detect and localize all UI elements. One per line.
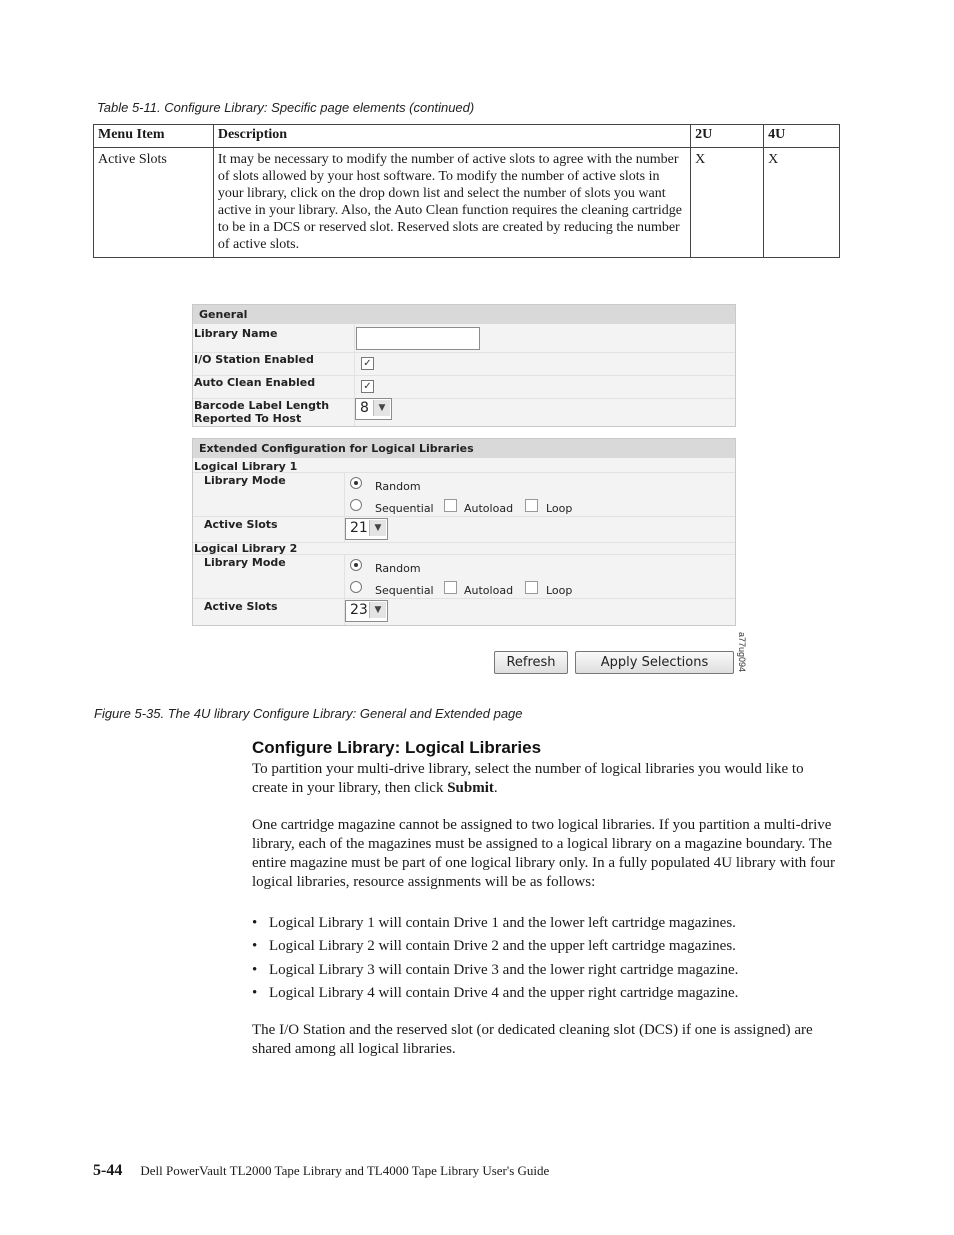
table-cell-menu-item: Active Slots bbox=[94, 148, 214, 258]
list-item: • Logical Library 4 will contain Drive 4 and the upper right cartridge magazine. bbox=[252, 984, 852, 1007]
active-slots-value: 23 bbox=[350, 602, 368, 618]
list-item: • Logical Library 3 will contain Drive 3 and the lower right cartridge magazine. bbox=[252, 961, 852, 984]
table-header-row bbox=[94, 125, 840, 148]
table-header-cell: 4U bbox=[764, 125, 840, 148]
autoload-label: Autoload bbox=[464, 584, 514, 597]
figure-caption: Figure 5-35. The 4U library Configure Library: General and Extended page bbox=[94, 706, 523, 721]
dropdown-arrow-icon: ▼ bbox=[373, 400, 390, 416]
sequential-label: Sequential bbox=[375, 502, 434, 515]
loop-checkbox[interactable] bbox=[525, 581, 538, 594]
library-name-label: Library Name bbox=[194, 327, 278, 340]
active-slots-select-2[interactable] bbox=[345, 600, 388, 622]
page-number: 5-44 bbox=[93, 1162, 123, 1179]
autoload-label: Autoload bbox=[464, 502, 514, 515]
random-label: Random bbox=[375, 562, 421, 575]
random-radio[interactable] bbox=[350, 477, 362, 489]
barcode-label-line2: Reported To Host bbox=[194, 412, 302, 425]
list-item: • Logical Library 2 will contain Drive 2 and the upper left cartridge magazines. bbox=[252, 937, 852, 960]
autoload-checkbox[interactable] bbox=[444, 581, 457, 594]
figure-id: a77ug094 bbox=[737, 632, 747, 673]
table-header-cell: Description bbox=[213, 125, 690, 148]
loop-label: Loop bbox=[546, 502, 573, 515]
general-panel-header: General bbox=[193, 305, 735, 324]
paragraph-1-end: . bbox=[493, 780, 498, 796]
table-cell-2u: X bbox=[691, 148, 764, 258]
active-slots-label: Active Slots bbox=[204, 518, 278, 531]
extended-panel-header: Extended Configuration for Logical Libraries bbox=[193, 439, 735, 458]
footer-title: Dell PowerVault TL2000 Tape Library and TL4000 Tape Library User's Guide bbox=[140, 1163, 550, 1178]
auto-clean-label: Auto Clean Enabled bbox=[194, 376, 316, 389]
active-slots-select-1[interactable] bbox=[345, 518, 388, 540]
io-station-checkbox[interactable] bbox=[361, 357, 374, 370]
apply-selections-button[interactable]: Apply Selections bbox=[575, 651, 734, 674]
refresh-button[interactable]: Refresh bbox=[494, 651, 568, 674]
paragraph-1 bbox=[252, 760, 842, 798]
library-mode-label: Library Mode bbox=[204, 556, 286, 569]
sequential-radio[interactable] bbox=[350, 499, 362, 511]
sequential-radio[interactable] bbox=[350, 581, 362, 593]
random-radio[interactable] bbox=[350, 559, 362, 571]
table-caption: Table 5-11. Configure Library: Specific page elements (continued) bbox=[97, 100, 475, 115]
spec-table bbox=[93, 124, 840, 258]
logical-library-1-title: Logical Library 1 bbox=[194, 460, 298, 473]
io-station-label: I/O Station Enabled bbox=[194, 353, 314, 366]
active-slots-value: 21 bbox=[350, 520, 368, 536]
submit-term: Submit bbox=[447, 780, 494, 796]
barcode-label-line1: Barcode Label Length bbox=[194, 399, 330, 412]
autoload-checkbox[interactable] bbox=[444, 499, 457, 512]
library-mode-label: Library Mode bbox=[204, 474, 286, 487]
logical-library-2-title: Logical Library 2 bbox=[194, 542, 298, 555]
table-cell-4u: X bbox=[764, 148, 840, 258]
barcode-length-select[interactable] bbox=[355, 398, 392, 420]
dropdown-arrow-icon: ▼ bbox=[369, 520, 386, 536]
loop-label: Loop bbox=[546, 584, 573, 597]
checkmark-icon: ✓ bbox=[363, 381, 372, 392]
table-header-cell: Menu Item bbox=[94, 125, 214, 148]
loop-checkbox[interactable] bbox=[525, 499, 538, 512]
general-panel bbox=[192, 304, 736, 427]
extended-panel bbox=[192, 438, 736, 626]
table-cell-description: It may be necessary to modify the number of active slots to agree with the number of slots allowed by your host software. To modify the number of active slots in your library, click on the drop down list and select the number of slots you want active in your library. Also, the Auto Clean function requires the cleaning cartridge to be in a DCS or reserved slot. Reserved slots are created by reducing the number of active slots. bbox=[213, 148, 690, 258]
active-slots-label: Active Slots bbox=[204, 600, 278, 613]
table-row bbox=[94, 148, 840, 258]
paragraph-1-text: To partition your multi-drive library, select the number of logical libraries you would like to create in your library, then click bbox=[252, 761, 804, 796]
assignment-list bbox=[252, 914, 852, 1007]
dropdown-arrow-icon: ▼ bbox=[369, 602, 386, 618]
library-name-input[interactable] bbox=[356, 327, 480, 350]
auto-clean-checkbox[interactable] bbox=[361, 380, 374, 393]
checkmark-icon: ✓ bbox=[363, 358, 372, 369]
paragraph-3: The I/O Station and the reserved slot (or dedicated cleaning slot (DCS) if one is assigned) are shared among all logical libraries. bbox=[252, 1022, 813, 1057]
random-label: Random bbox=[375, 480, 421, 493]
sequential-label: Sequential bbox=[375, 584, 434, 597]
table-header-cell: 2U bbox=[691, 125, 764, 148]
paragraph-2: One cartridge magazine cannot be assigned to two logical libraries. If you partition a multi-drive library, each of the magazines must be assigned to a logical library on a magazine boundary. The entire magazine must be part of one logical library only. In a fully populated 4U library with four logical libraries, resource assignments will be as follows: bbox=[252, 817, 836, 890]
barcode-length-value: 8 bbox=[360, 400, 369, 416]
section-heading: Configure Library: Logical Libraries bbox=[252, 738, 542, 757]
list-item: • Logical Library 1 will contain Drive 1 and the lower left cartridge magazines. bbox=[252, 914, 852, 937]
page-footer bbox=[93, 1162, 549, 1180]
